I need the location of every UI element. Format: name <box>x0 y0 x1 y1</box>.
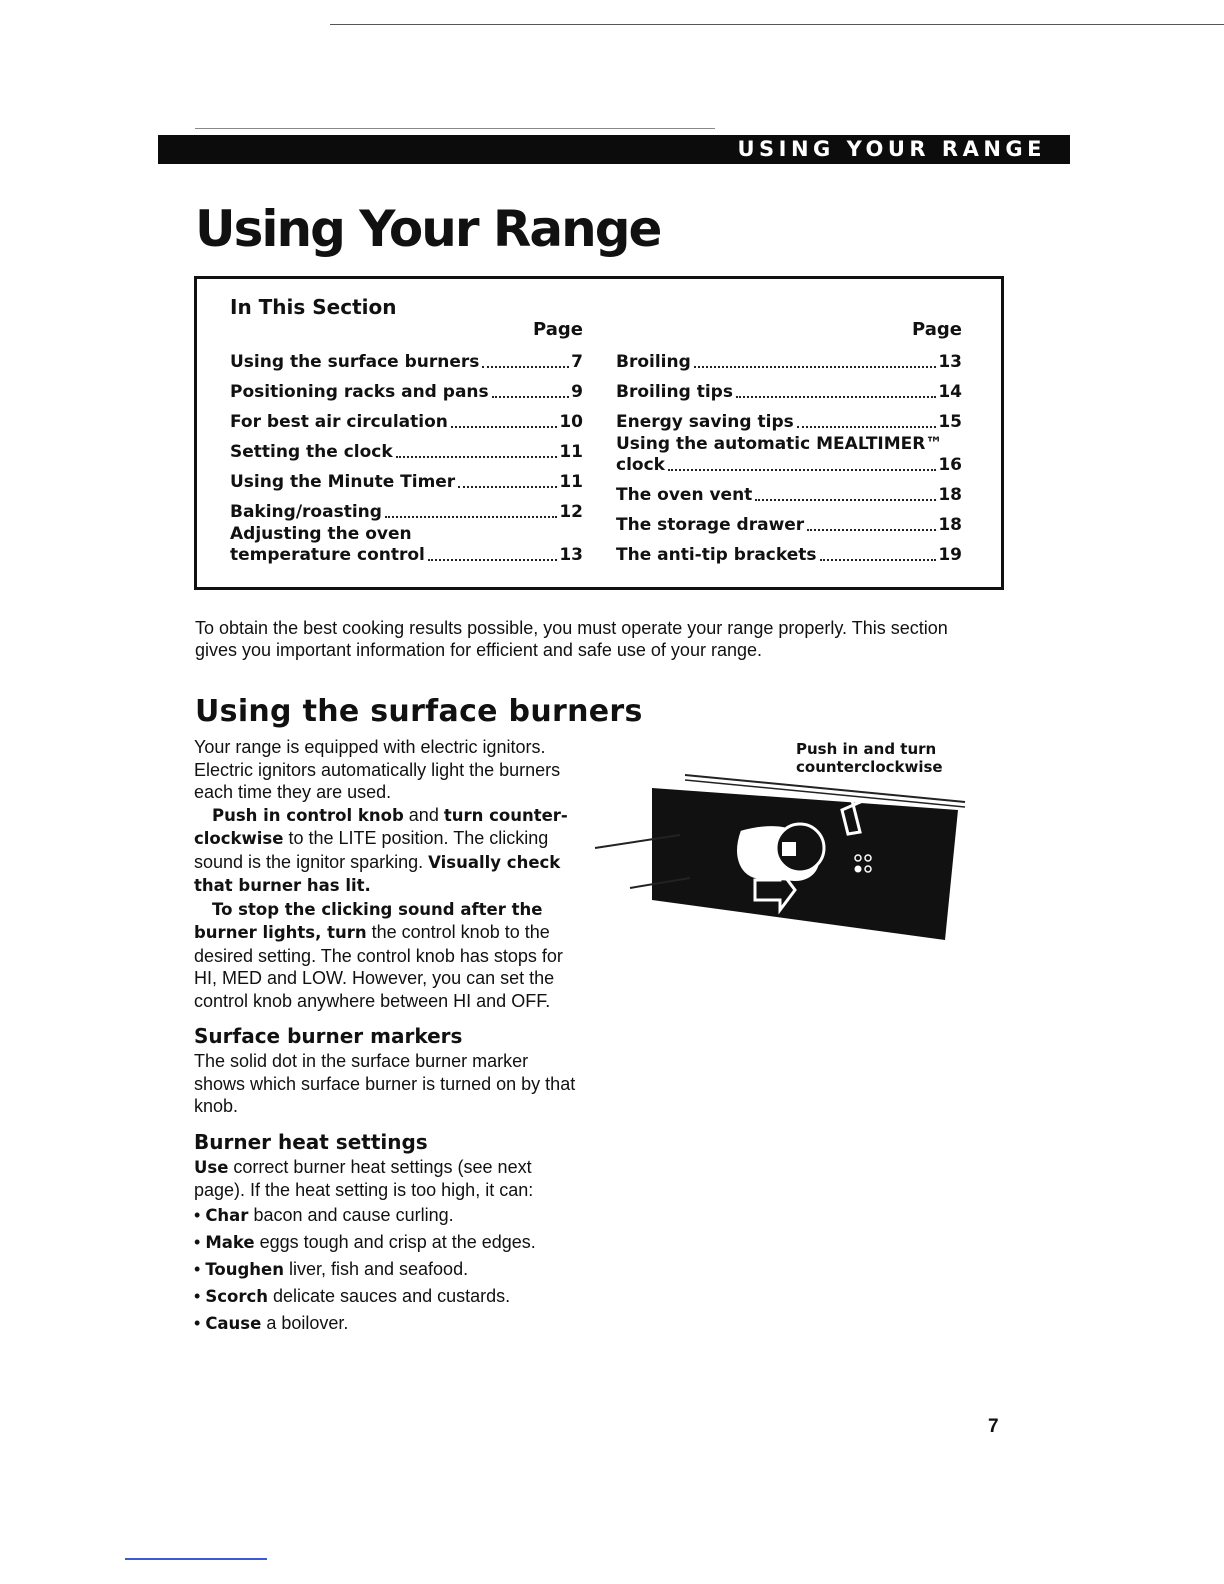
list-item: • Char bacon and cause curling. <box>194 1204 454 1225</box>
toc-item[interactable]: The oven vent 18 <box>616 485 962 505</box>
list-item: • Make eggs tough and crisp at the edges. <box>194 1231 536 1252</box>
intro-paragraph: To obtain the best cooking results possible, you must operate your range properly. This section gives you important information for efficient and safe use of your range. <box>195 618 948 660</box>
section-title: Using the surface burners <box>195 694 643 729</box>
toc-item[interactable]: Broiling 13 <box>616 352 962 372</box>
toc-right-column <box>616 319 962 566</box>
toc-item[interactable]: Broiling tips 14 <box>616 382 962 402</box>
heat-warning-list <box>194 1202 584 1337</box>
toc-box <box>194 276 1004 590</box>
scan-line-top <box>330 24 1224 25</box>
toc-item[interactable]: Using the Minute Timer 11 <box>230 472 583 492</box>
paragraph-push-knob: Push in control knob and turn counter-clockwise to the LITE position. The clicking sound is the ignitor sparking. Visually check that burner has lit. <box>194 804 568 895</box>
paragraph-ignitors: Your range is equipped with electric ignitors. Electric ignitors automatically light the burners each time they are used. <box>194 737 561 802</box>
page-number: 7 <box>988 1416 999 1437</box>
section-tag: USING YOUR RANGE <box>737 137 1046 161</box>
bottom-mark <box>125 1558 267 1560</box>
toc-item[interactable]: The anti-tip brackets 19 <box>616 545 962 565</box>
section-body <box>194 736 584 1337</box>
subheading-markers: Surface burner markers <box>194 1024 463 1048</box>
list-item: • Scorch delicate sauces and custards. <box>194 1285 511 1306</box>
burner-marker-solid-dot <box>855 866 862 873</box>
paragraph-stop-clicking: To stop the clicking sound after the burner lights, turn the control knob to the desired setting. The control knob has stops for HI, MED and LOW. However, you can set the control knob anywhere between HI and OFF. <box>194 899 563 1011</box>
page-title: Using Your Range <box>195 200 661 258</box>
scan-line-header <box>195 128 715 129</box>
toc-item[interactable]: For best air circulation 10 <box>230 412 583 432</box>
toc-item[interactable]: Adjusting the oven temperature control 13 <box>230 524 583 565</box>
toc-item[interactable]: The storage drawer 18 <box>616 515 962 535</box>
toc-item[interactable]: Using the automatic MEALTIMER™ clock 16 <box>616 434 962 475</box>
toc-item[interactable]: Energy saving tips 15 <box>616 412 962 432</box>
toc-page-heading: Page <box>912 319 962 340</box>
paragraph-markers: The solid dot in the surface burner marker shows which surface burner is turned on by that knob. <box>194 1051 576 1116</box>
paragraph-heat-settings: Use correct burner heat settings (see next page). If the heat setting is too high, it can: <box>194 1156 534 1200</box>
toc-item[interactable]: Positioning racks and pans 9 <box>230 382 583 402</box>
illustration-caption: Push in and turn counterclockwise <box>796 740 943 776</box>
toc-left-column <box>230 319 583 566</box>
toc-heading: In This Section <box>230 295 397 319</box>
control-knob-illustration <box>590 770 970 950</box>
list-item: • Toughen liver, fish and seafood. <box>194 1258 469 1279</box>
toc-item[interactable]: Using the surface burners 7 <box>230 352 583 372</box>
section-header-bar <box>158 135 1070 164</box>
list-item: • Cause a boilover. <box>194 1312 349 1333</box>
toc-page-heading: Page <box>533 319 583 340</box>
toc-item[interactable]: Setting the clock 11 <box>230 442 583 462</box>
toc-item[interactable]: Baking/roasting 12 <box>230 502 583 522</box>
subheading-heat-settings: Burner heat settings <box>194 1129 428 1154</box>
